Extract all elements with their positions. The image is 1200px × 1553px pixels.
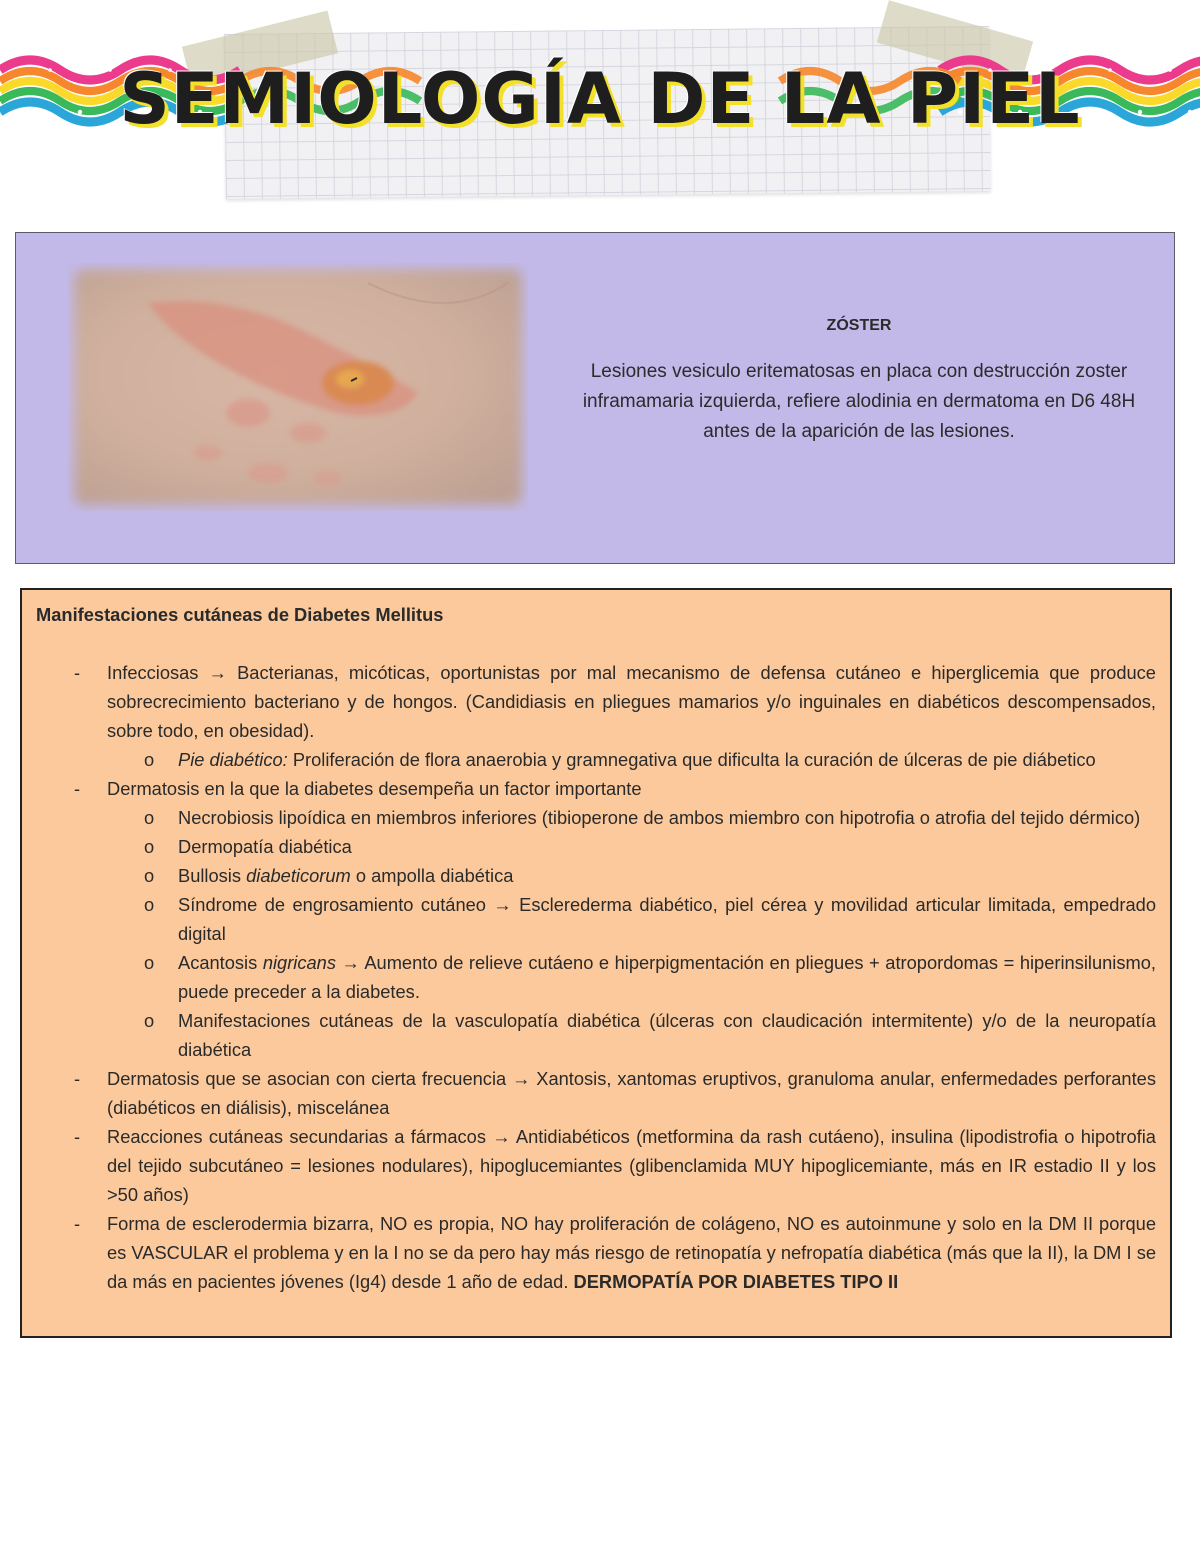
item-text: Aumento de relieve cutáeno e hiperpigmentación en pliegues + atropordomas = hiperinsilunismo, puede preceder a la diabetes. <box>178 952 1156 1002</box>
item-text: Antidiabéticos (metformina da rash cutáeno), insulina (lipodistrofia o hipotrofia del tejido subcutáneo = lesiones nodulares), hipoglucemiantes (glibenclamida MUY hipoglicemiante, más en IR estadio II y los >50 años) <box>107 1126 1156 1205</box>
item-text: Xantosis, xantomas eruptivos, granuloma anular, enfermedades perforantes (diabéticos en diálisis), miscelánea <box>107 1068 1156 1118</box>
list-item-dermatosis-factor <box>36 774 1156 803</box>
item-emphasis: nigricans <box>262 952 336 973</box>
arrow-right-icon: → <box>512 1068 531 1089</box>
item-text: o ampolla diabética <box>355 865 514 886</box>
item-text: Dermatosis en la que la diabetes desempeña un factor importante <box>107 778 642 799</box>
item-text: Forma de esclerodermia bizarra, NO es propia, NO hay proliferación de colágeno, NO es autoinmune y solo en la DM II porque es VASCULAR el problema y en la I no se da pero hay más riesgo de retinopatía y nefropatía diabética (más que la II), la DM I se da más en pacientes jóvenes (Ig4) desde 1 año de edad. <box>107 1213 1156 1292</box>
item-lead: Infecciosas <box>107 662 199 683</box>
item-text: Manifestaciones cutáneas de la vasculopatía diabética (úlceras con claudicación intermitente) y/o de la neuropatía diabética <box>178 1010 1156 1060</box>
item-text: Bacterianas, micóticas, oportunistas por mal mecanismo de defensa cutáneo e hiperglicemia que produce sobrecrecimiento bacteriano y de hongos. (Candidiasis en pliegues mamarios y/o inguinales en diabéticos descompensados, sobre todo, en obesidad). <box>107 662 1156 741</box>
item-strong: DERMOPATÍA POR DIABETES TIPO II <box>573 1271 899 1292</box>
sublist-item-engrosamiento <box>36 890 1156 948</box>
item-emphasis: diabeticorum <box>246 865 351 886</box>
item-lead: Dermatosis que se asocian con cierta frecuencia <box>107 1068 507 1089</box>
page-title: SEMIOLOGÍA DE LA PIEL <box>119 58 1081 140</box>
sublist-item-necrobiosis <box>36 803 1156 832</box>
header-banner <box>0 0 1200 200</box>
zoster-panel <box>15 232 1175 564</box>
item-lead: Reacciones cutáneas secundarias a fármacos <box>107 1126 486 1147</box>
arrow-right-icon: → <box>341 952 360 973</box>
item-text: Esclerederma diabético, piel cérea y movilidad articular limitada, empedrado digital <box>178 894 1156 944</box>
sublist-item-bullosis <box>36 861 1156 890</box>
item-text: Acantosis <box>178 952 258 973</box>
sublist-item-pie-diabetico <box>36 745 1156 774</box>
sublist-item-dermopatia <box>36 832 1156 861</box>
item-text: Necrobiosis lipoídica en miembros inferiores (tibioperone de ambos miembro con hipotrofia o atrofia del tejido dérmico) <box>178 807 1141 828</box>
list-item-dermatosis-frecuencia <box>36 1064 1156 1122</box>
item-text: Bullosis <box>178 865 241 886</box>
arrow-right-icon: → <box>493 894 512 915</box>
diabetes-title: Manifestaciones cutáneas de Diabetes Mellitus <box>36 604 444 625</box>
arrow-right-icon: → <box>208 662 227 683</box>
diabetes-panel <box>20 588 1172 1338</box>
arrow-right-icon: → <box>492 1126 511 1147</box>
sublist-item-vasculopatia <box>36 1006 1156 1064</box>
list-item-reacciones-farmacos <box>36 1122 1156 1209</box>
list-item-infecciosas <box>36 658 1156 745</box>
item-text: Dermopatía diabética <box>178 836 352 857</box>
zoster-description: Lesiones vesiculo eritematosas en placa con destrucción zoster inframamaria izquierda, refiere alodinia en dermatoma en D6 48H antes de la aparición de las lesiones. <box>582 361 1136 442</box>
sublist-item-acantosis <box>36 948 1156 1006</box>
zoster-text-block <box>574 311 1144 447</box>
item-text: Proliferación de flora anaerobia y gramnegativa que dificulta la curación de úlceras de pie diábetico <box>292 749 1096 770</box>
zoster-lesion-photo <box>68 263 528 511</box>
item-text: Síndrome de engrosamiento cutáneo <box>178 894 486 915</box>
list-item-esclerodermia <box>36 1209 1156 1296</box>
zoster-title: ZÓSTER <box>826 317 892 334</box>
item-emphasis: Pie diabético: <box>178 749 288 770</box>
